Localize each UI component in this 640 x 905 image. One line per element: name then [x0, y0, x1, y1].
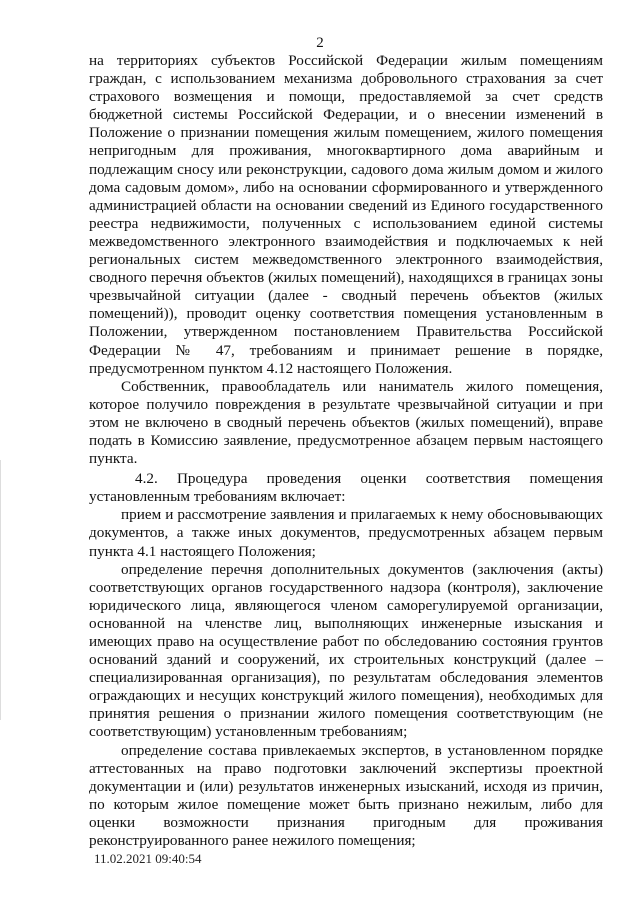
paragraph-item-experts: определение состава привлекаемых экспертов, в установленном порядке аттестованных на право подготовки заключений экспертизы проектной документации и (или) результатов инженерных изысканий, исходя из причин, по которым жилое помещение может быть признано нежилым, либо для оценки возможности признания пригодным для проживания реконструированного ранее нежилого помещения; [89, 741, 603, 850]
paragraph-continuation: на территориях субъектов Российской Федерации жилым помещениям граждан, с использованием механизма добровольного страхования за счет страхового возмещения и помощи, предоставляемой за счет средств бюджетной системы Российской Федерации, и о внесении изменений в Положение о признании помещения жилым помещением, жилого помещения непригодным для проживания, многоквартирного дома аварийным и подлежащим сносу или реконструкции, садового дома жилым домом и жилого дома садовым домом», либо на основании сформированного и утвержденного администрацией области на основании сведений из Единого государственного реестра недвижимости, полученных с использованием единой системы межведомственного электронного взаимодействия и подключаемых к ней региональных систем межведомственного электронного взаимодействия, сводного перечня объектов (жилых помещений), находящихся в границах зоны чрезвычайной ситуации (далее - сводный перечень объектов (жилых помещений)), проводит оценку соответствия помещения установленным в Положении, утвержденном постановлением Правительства Российской Федерации № 47, требованиям и принимает решение в порядке, предусмотренном пунктом 4.12 настоящего Положения. [89, 52, 603, 377]
paragraph-clause-4-2: 4.2. Процедура проведения оценки соответствия помещения установленным требованиям включает: [89, 470, 603, 506]
footer-timestamp: 11.02.2021 09:40:54 [94, 851, 202, 866]
page-number: 2 [316, 35, 324, 51]
paragraph-item-documents-list: определение перечня дополнительных документов (заключения (акты) соответствующих органов государственного надзора (контроля), заключение юридического лица, являющегося членом саморегулируемой организации, основанной на членстве лиц, выполняющих инженерные изыскания и имеющих право на осуществление работ по обследованию состояния грунтов оснований зданий и сооружений, их строительных конструкций (далее – специализированная организация), по результатам обследования элементов ограждающих и несущих конструкций жилого помещения), необходимых для принятия решения о признании жилого помещения соответствующим (не соответствующим) установленным требованиям; [89, 560, 603, 741]
document-body [89, 52, 603, 850]
scan-edge-divider [0, 460, 1, 720]
paragraph-item-reception: прием и рассмотрение заявления и прилагаемых к нему обосновывающих документов, а также иных документов, предусмотренных абзацем первым пункта 4.1 настоящего Положения; [89, 506, 603, 560]
paragraph-owner-right: Собственник, правообладатель или наниматель жилого помещения, которое получило повреждения в результате чрезвычайной ситуации и при этом не включено в сводный перечень объектов (жилых помещений), вправе подать в Комиссию заявление, предусмотренное абзацем первым настоящего пункта. [89, 377, 603, 468]
